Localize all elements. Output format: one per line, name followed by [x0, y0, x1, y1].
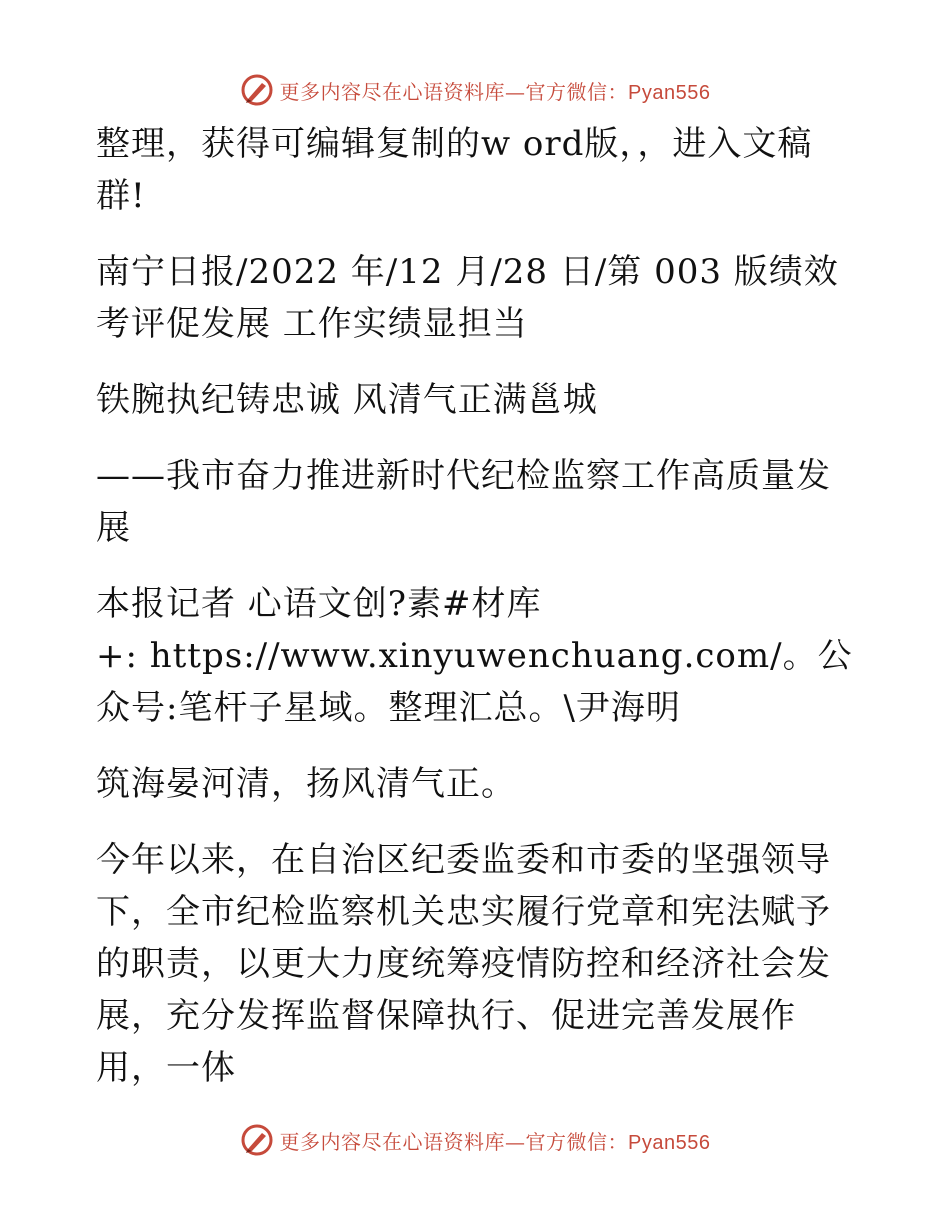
- banner-prefix: 更多内容尽在心语资料库: [279, 1129, 506, 1154]
- banner-wechat-id: Pyan556: [628, 1131, 711, 1154]
- body-paragraph: 今年以来，在自治区纪委监委和市委的坚强领导下，全市纪检监察机关忠实履行党章和宪法赋予的职责，以更大力度统筹疫情防控和经济社会发展，充分发挥监督保障执行、促进完善发展作用，一体: [96, 840, 831, 1088]
- banner-text: [280, 76, 711, 105]
- banner-text: [280, 1126, 711, 1155]
- body-paragraph: +: https://www.xinyuwenchuang.com/。公众号:笔杆子星域。整理汇总。\尹海明: [96, 636, 853, 728]
- banner-wechat-label: 官方微信：: [525, 79, 629, 104]
- header-banner: [0, 70, 950, 110]
- banner-prefix: 更多内容尽在心语资料库: [279, 79, 506, 104]
- footer-banner: [0, 1120, 950, 1160]
- document-body: [96, 118, 856, 1118]
- banner-dash: —: [505, 1129, 526, 1154]
- banner-wechat-label: 官方微信：: [525, 1129, 629, 1154]
- pen-circle-logo-icon: [240, 73, 274, 107]
- body-paragraph: 整理，获得可编辑复制的w ord版，，进入文稿群!: [96, 124, 813, 216]
- banner-wechat-id: Pyan556: [628, 81, 711, 104]
- pen-circle-logo-icon: [240, 1123, 274, 1157]
- article-title: 铁腕执纪铸忠诚 风清气正满邕城: [96, 380, 598, 420]
- article-subtitle: ——我市奋力推进新时代纪检监察工作高质量发展: [96, 456, 831, 548]
- banner-dash: —: [505, 79, 526, 104]
- byline: 本报记者 心语文创?素#材库: [96, 584, 542, 624]
- body-paragraph: 南宁日报/2022 年/12 月/28 日/第 003 版绩效考评促发展 工作实绩显担当: [96, 252, 839, 344]
- body-paragraph: 筑海晏河清，扬风清气正。: [96, 764, 516, 804]
